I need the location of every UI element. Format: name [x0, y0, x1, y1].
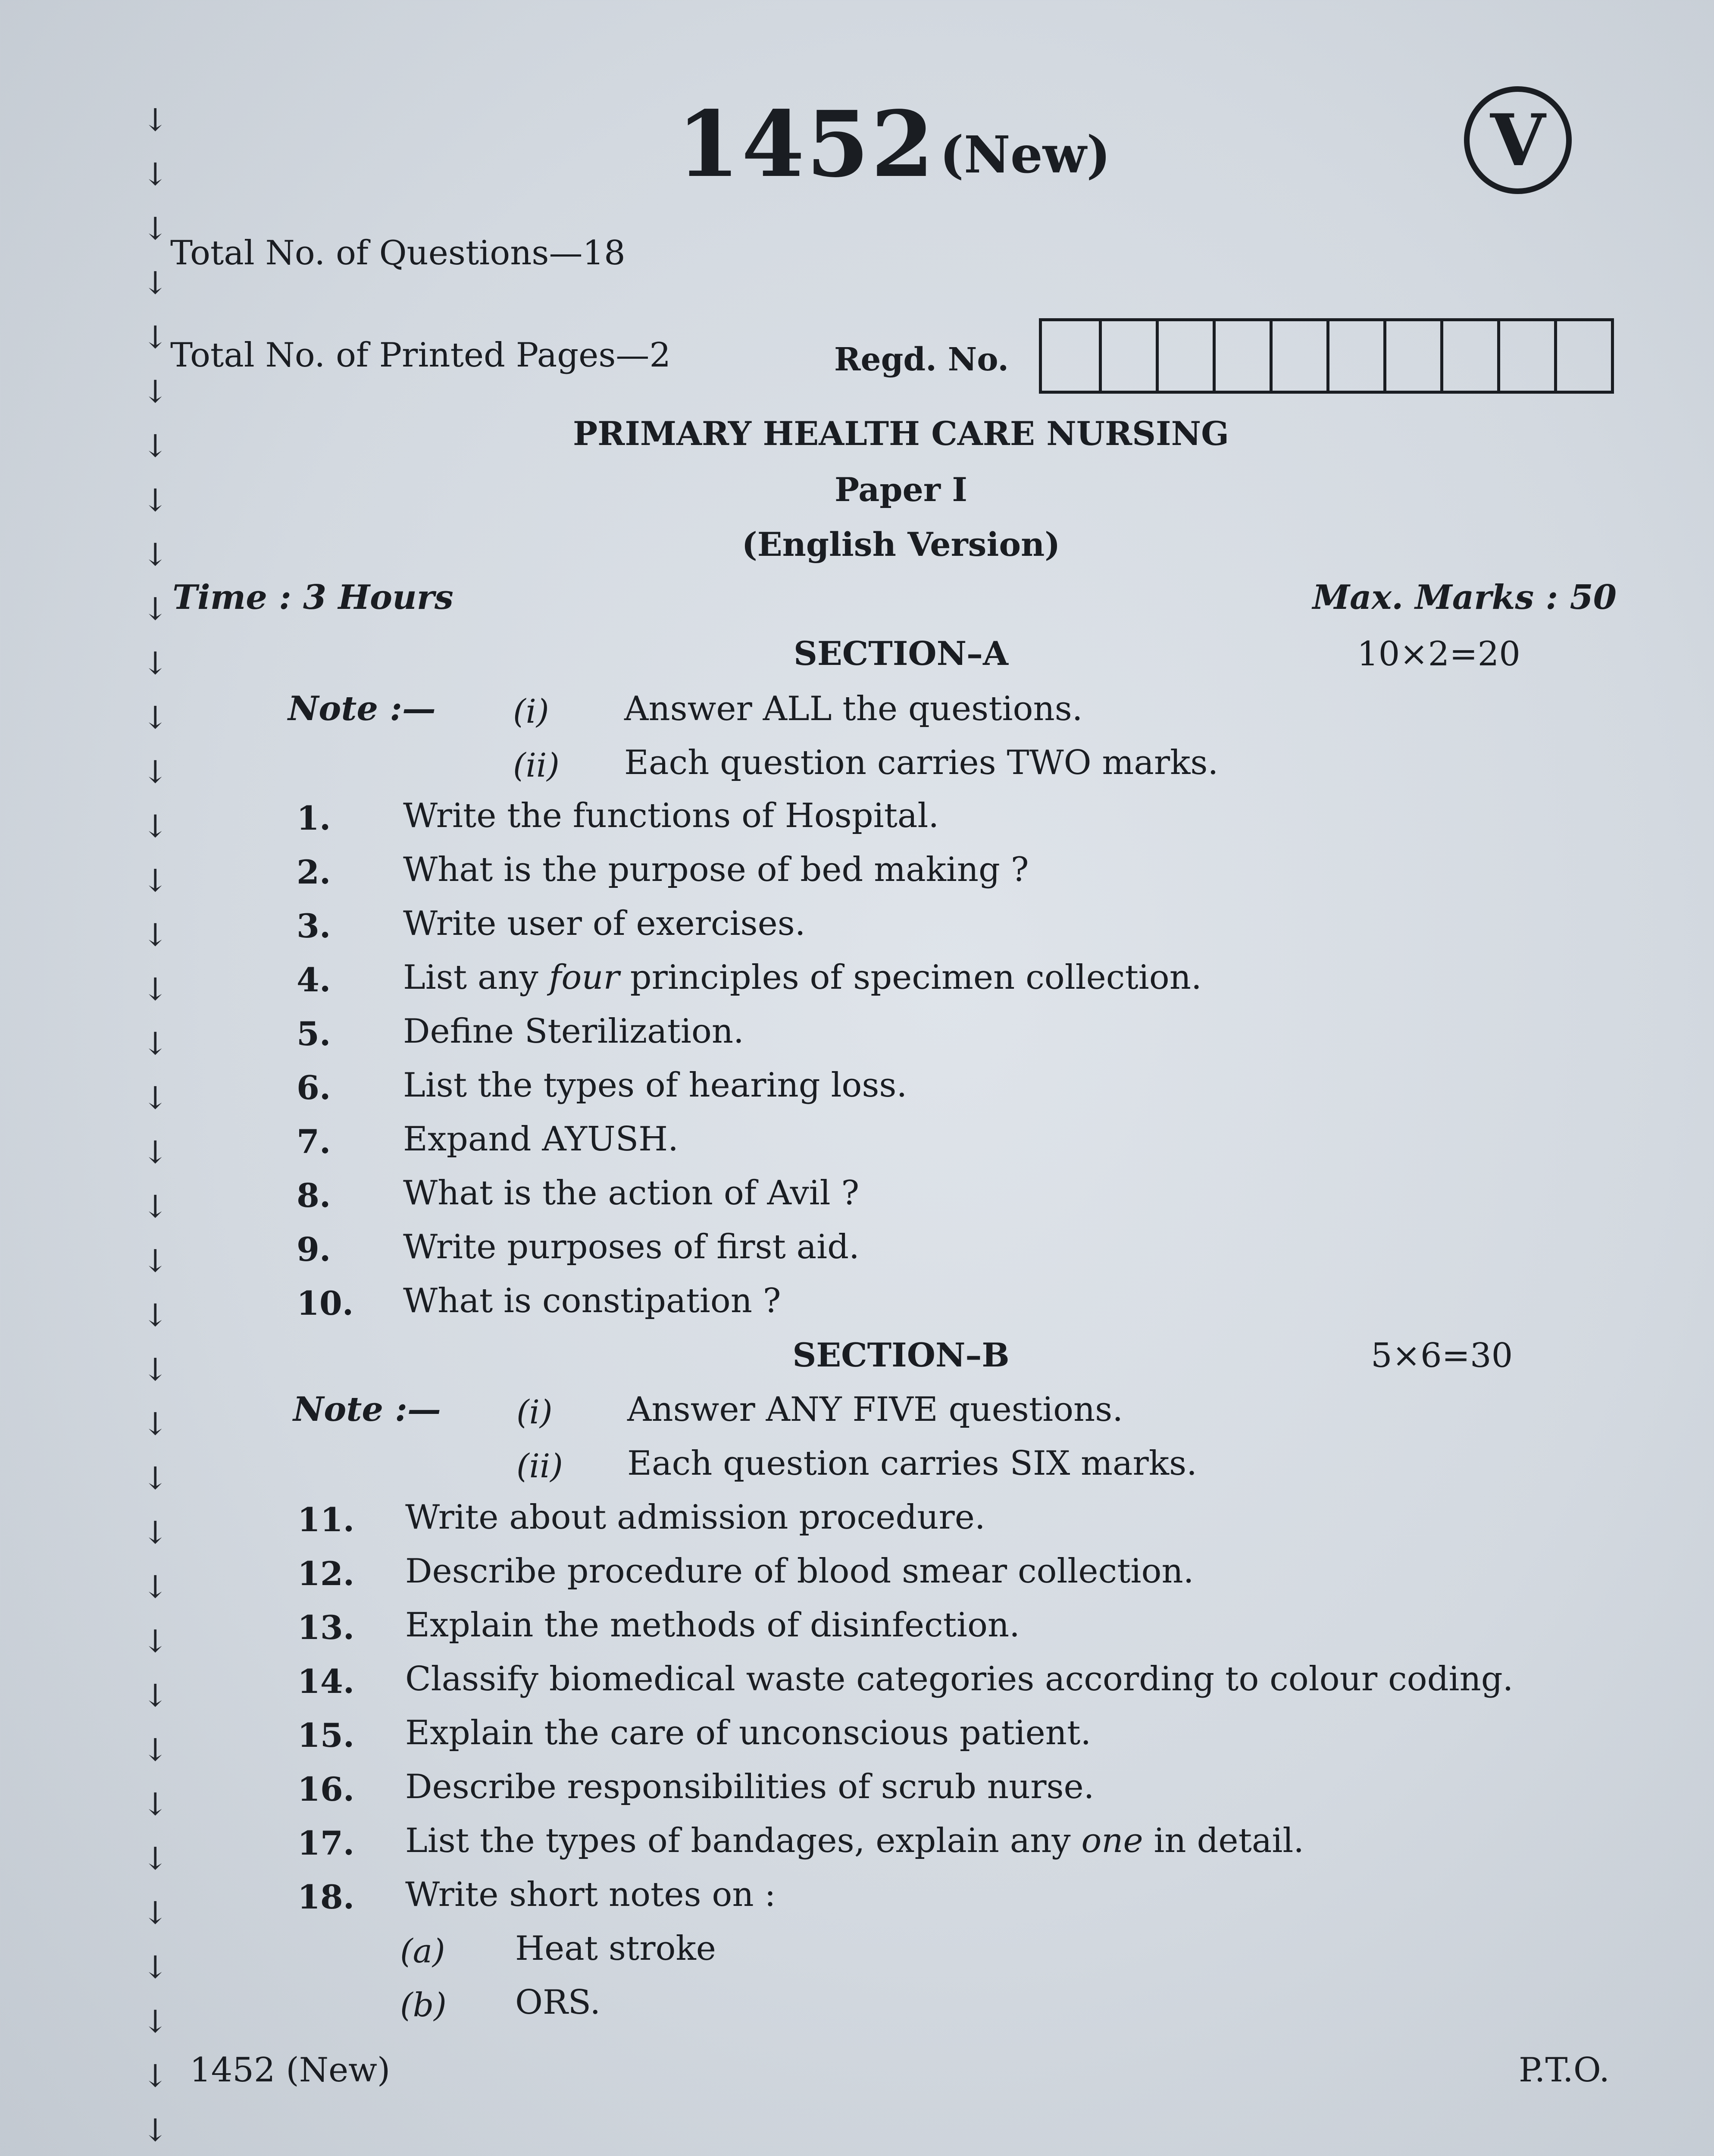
question-text: Describe responsibilities of scrub nurse.: [405, 1767, 1095, 1806]
question-number: 7.: [297, 1122, 331, 1161]
footer-paper-code: 1452 (New): [190, 2051, 391, 2090]
question-text: What is the purpose of bed making ?: [403, 850, 1029, 889]
question-text: List the types of hearing loss.: [403, 1066, 907, 1105]
question-number: 17.: [297, 1824, 355, 1862]
section-b-heading: SECTION–B: [792, 1336, 1010, 1374]
question-number: 5.: [297, 1015, 331, 1053]
version-mark-label: V: [1490, 98, 1546, 182]
question-number: 10.: [297, 1284, 354, 1322]
regd-box: [1156, 321, 1213, 391]
question-text: Write purposes of first aid.: [403, 1228, 860, 1266]
time-allowed: Time : 3 Hours: [172, 578, 454, 617]
question-text: Describe procedure of blood smear collection.: [405, 1552, 1194, 1591]
question-text: Expand AYUSH.: [403, 1120, 679, 1159]
sub-item-num: (a): [400, 1932, 445, 1970]
question-emphasis: one: [1081, 1821, 1143, 1860]
question-number: 11.: [297, 1501, 355, 1539]
section-a-marks: 10×2=20: [1357, 635, 1520, 674]
question-text: Write short notes on :: [405, 1875, 776, 1914]
section-a-note-num: (ii): [513, 746, 560, 784]
question-text: Define Sterilization.: [403, 1012, 744, 1051]
section-a-note-num: (i): [513, 692, 549, 730]
question-text: Write user of exercises.: [403, 904, 806, 943]
section-b-note-text: Each question carries SIX marks.: [627, 1444, 1197, 1483]
footer-pto: P.T.O.: [1519, 2051, 1610, 2090]
section-b-note-num: (ii): [516, 1447, 563, 1485]
section-a-note-text: Each question carries TWO marks.: [624, 743, 1219, 782]
version-mark: [1464, 86, 1572, 194]
language-version: (English Version): [741, 525, 1060, 564]
question-number: 6.: [297, 1069, 331, 1107]
question-text: List any four principles of specimen collection.: [403, 958, 1202, 997]
margin-arrows: ↓ ↓ ↓ ↓ ↓ ↓ ↓ ↓ ↓ ↓ ↓ ↓ ↓ ↓ ↓ ↓ ↓ ↓ ↓ ↓ ↓ ↓ ↓ ↓ ↓ ↓ ↓ ↓ ↓ ↓ ↓ ↓ ↓ ↓ ↓ ↓ ↓ ↓: [142, 102, 169, 2148]
question-number: 14.: [297, 1662, 355, 1701]
section-b-note-text: Answer ANY FIVE questions.: [627, 1390, 1123, 1429]
question-number: 2.: [297, 853, 331, 891]
regd-box: [1497, 321, 1554, 391]
sub-item-text: Heat stroke: [515, 1929, 716, 1968]
question-text: Explain the methods of disinfection.: [405, 1606, 1020, 1645]
section-a-heading: SECTION–A: [793, 634, 1009, 673]
regd-box: [1440, 321, 1497, 391]
regd-number-boxes: [1039, 318, 1614, 394]
section-b-marks: 5×6=30: [1371, 1336, 1513, 1375]
regd-label: Regd. No.: [834, 341, 1009, 378]
question-number: 13.: [297, 1608, 355, 1647]
sub-item-text: ORS.: [515, 1983, 601, 2022]
paper-code-suffix: (New): [940, 125, 1111, 185]
section-b-note-num: (i): [516, 1393, 553, 1431]
question-text: Classify biomedical waste categories according to colour coding.: [405, 1660, 1514, 1698]
question-text: What is the action of Avil ?: [403, 1174, 860, 1213]
total-questions: Total No. of Questions—18: [170, 234, 626, 273]
sub-item-num: (b): [400, 1986, 447, 2024]
question-number: 8.: [297, 1176, 331, 1215]
max-marks: Max. Marks : 50: [1312, 578, 1617, 617]
regd-box: [1383, 321, 1440, 391]
section-a-note-text: Answer ALL the questions.: [624, 689, 1083, 728]
regd-box: [1326, 321, 1383, 391]
question-text: Explain the care of unconscious patient.: [405, 1714, 1092, 1752]
question-number: 4.: [297, 961, 331, 999]
question-number: 16.: [297, 1770, 355, 1808]
question-emphasis: four: [549, 958, 619, 997]
section-b-note-label: Note :—: [293, 1390, 441, 1429]
paper-code: 1452: [677, 91, 936, 197]
question-number: 1.: [297, 799, 331, 837]
regd-box: [1554, 321, 1611, 391]
question-text: Write about admission procedure.: [405, 1498, 985, 1537]
regd-box: [1213, 321, 1270, 391]
section-a-note-label: Note :—: [288, 689, 436, 728]
regd-box: [1042, 321, 1099, 391]
question-number: 3.: [297, 907, 331, 945]
paper-title: Paper I: [835, 470, 967, 509]
regd-box: [1270, 321, 1326, 391]
question-number: 15.: [297, 1716, 355, 1755]
subject-title: PRIMARY HEALTH CARE NURSING: [573, 414, 1229, 453]
question-number: 18.: [297, 1878, 355, 1916]
question-text: List the types of bandages, explain any one in detail.: [405, 1821, 1304, 1860]
regd-box: [1099, 321, 1156, 391]
question-number: 9.: [297, 1230, 331, 1269]
total-pages: Total No. of Printed Pages—2: [170, 336, 671, 375]
question-text: Write the functions of Hospital.: [403, 796, 939, 835]
question-text: What is constipation ?: [403, 1282, 781, 1320]
question-number: 12.: [297, 1554, 355, 1593]
